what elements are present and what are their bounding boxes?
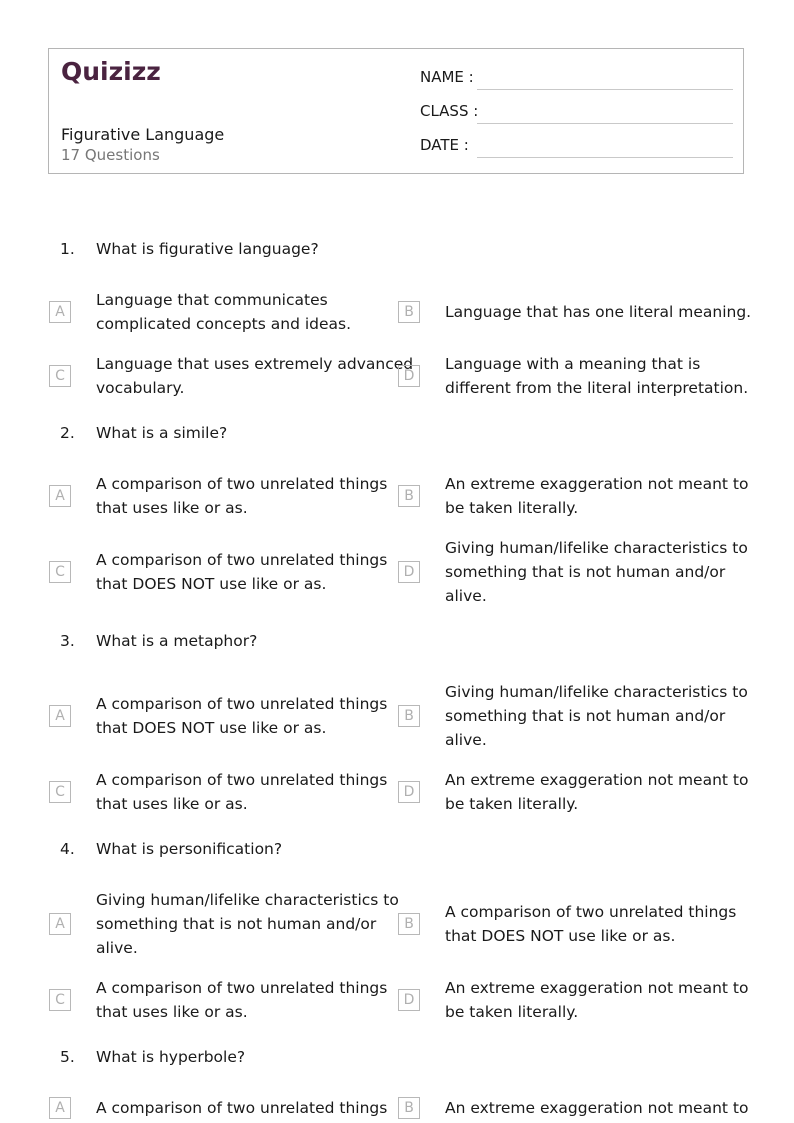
option-text-line: something that is not human and/or bbox=[445, 707, 726, 725]
option-letter-box[interactable]: B bbox=[398, 301, 420, 323]
option-text bbox=[445, 1096, 749, 1120]
option-letter-box[interactable]: B bbox=[398, 485, 420, 507]
question-text: What is figurative language? bbox=[96, 240, 319, 258]
question-text: What is a metaphor? bbox=[96, 632, 258, 650]
option-text bbox=[96, 976, 396, 1024]
option-text-line: that uses like or as. bbox=[96, 1003, 248, 1021]
option-text-line: An extreme exaggeration not meant to bbox=[445, 771, 749, 789]
option-text-line: be taken literally. bbox=[445, 499, 579, 517]
option-text-line: Language with a meaning that is bbox=[445, 355, 701, 373]
option-text-line: Language that uses extremely advanced bbox=[96, 355, 414, 373]
option-text bbox=[445, 472, 749, 520]
option-text-line: Language that has one literal meaning. bbox=[445, 303, 752, 321]
option-text bbox=[96, 548, 396, 596]
option-text-line: An extreme exaggeration not meant to bbox=[445, 979, 749, 997]
option-letter-box[interactable]: C bbox=[49, 989, 71, 1011]
option-text bbox=[96, 288, 396, 336]
worksheet-title: Figurative Language bbox=[61, 125, 225, 144]
option-text bbox=[96, 352, 414, 400]
option-letter-box[interactable]: C bbox=[49, 781, 71, 803]
option-letter-box[interactable]: C bbox=[49, 561, 71, 583]
worksheet-header bbox=[48, 48, 744, 174]
option-letter-box[interactable]: A bbox=[49, 705, 71, 727]
option-text bbox=[445, 768, 749, 816]
question-text: What is a simile? bbox=[96, 424, 228, 442]
question-number: 3. bbox=[60, 632, 75, 650]
question-number: 4. bbox=[60, 840, 75, 858]
question-text: What is hyperbole? bbox=[96, 1048, 246, 1066]
option-text-line: A comparison of two unrelated things bbox=[96, 1099, 388, 1117]
name-line[interactable] bbox=[477, 89, 733, 90]
option-text-line: something that is not human and/or bbox=[96, 915, 377, 933]
option-text-line: Giving human/lifelike characteristics to bbox=[445, 683, 748, 701]
option-text-line: different from the literal interpretation. bbox=[445, 379, 749, 397]
option-text-line: that uses like or as. bbox=[96, 795, 248, 813]
option-text bbox=[445, 976, 749, 1024]
option-text-line: A comparison of two unrelated things bbox=[96, 551, 388, 569]
option-text bbox=[445, 352, 749, 400]
option-letter-box[interactable]: A bbox=[49, 1097, 71, 1119]
question-count: 17 Questions bbox=[61, 146, 160, 164]
option-text-line: An extreme exaggeration not meant to bbox=[445, 1099, 749, 1117]
date-line[interactable] bbox=[477, 157, 733, 158]
option-text-line: alive. bbox=[96, 939, 138, 957]
option-text bbox=[96, 472, 396, 520]
option-text-line: something that is not human and/or bbox=[445, 563, 726, 581]
option-text-line: be taken literally. bbox=[445, 795, 579, 813]
option-text-line: alive. bbox=[445, 587, 487, 605]
option-text-line: An extreme exaggeration not meant to bbox=[445, 475, 749, 493]
question-number: 2. bbox=[60, 424, 75, 442]
date-label: DATE : bbox=[420, 136, 469, 154]
option-text-line: A comparison of two unrelated things bbox=[96, 771, 388, 789]
question-number: 1. bbox=[60, 240, 75, 258]
option-text-line: that DOES NOT use like or as. bbox=[96, 575, 327, 593]
option-letter-box[interactable]: B bbox=[398, 705, 420, 727]
option-text-line: Giving human/lifelike characteristics to bbox=[445, 539, 748, 557]
option-text bbox=[445, 680, 748, 752]
option-text-line: complicated concepts and ideas. bbox=[96, 315, 352, 333]
option-text-line: Giving human/lifelike characteristics to bbox=[96, 891, 399, 909]
option-text bbox=[96, 692, 396, 740]
option-letter-box[interactable]: D bbox=[398, 989, 420, 1011]
option-text-line: A comparison of two unrelated things bbox=[96, 475, 388, 493]
quizizz-logo: Quizizz bbox=[61, 57, 161, 86]
option-text-line: vocabulary. bbox=[96, 379, 185, 397]
class-line[interactable] bbox=[477, 123, 733, 124]
option-text bbox=[96, 768, 396, 816]
option-text bbox=[445, 300, 752, 324]
option-text-line: A comparison of two unrelated things bbox=[96, 979, 388, 997]
name-label: NAME : bbox=[420, 68, 474, 86]
question-text: What is personification? bbox=[96, 840, 283, 858]
option-text bbox=[96, 888, 399, 960]
option-letter-box[interactable]: D bbox=[398, 781, 420, 803]
option-letter-box[interactable]: B bbox=[398, 913, 420, 935]
option-text-line: alive. bbox=[445, 731, 487, 749]
option-text-line: that DOES NOT use like or as. bbox=[96, 719, 327, 737]
option-text-line: be taken literally. bbox=[445, 1003, 579, 1021]
option-letter-box[interactable]: A bbox=[49, 913, 71, 935]
option-letter-box[interactable]: C bbox=[49, 365, 71, 387]
option-letter-box[interactable]: D bbox=[398, 365, 420, 387]
option-text bbox=[445, 536, 748, 608]
option-text-line: that uses like or as. bbox=[96, 499, 248, 517]
option-letter-box[interactable]: B bbox=[398, 1097, 420, 1119]
option-text bbox=[96, 1096, 396, 1120]
option-text-line: A comparison of two unrelated things bbox=[96, 695, 388, 713]
option-text-line: A comparison of two unrelated things bbox=[445, 903, 737, 921]
option-text-line: Language that communicates bbox=[96, 291, 328, 309]
option-letter-box[interactable]: A bbox=[49, 485, 71, 507]
question-number: 5. bbox=[60, 1048, 75, 1066]
option-text-line: that DOES NOT use like or as. bbox=[445, 927, 676, 945]
class-label: CLASS : bbox=[420, 102, 479, 120]
option-letter-box[interactable]: D bbox=[398, 561, 420, 583]
option-text bbox=[445, 900, 745, 948]
option-letter-box[interactable]: A bbox=[49, 301, 71, 323]
